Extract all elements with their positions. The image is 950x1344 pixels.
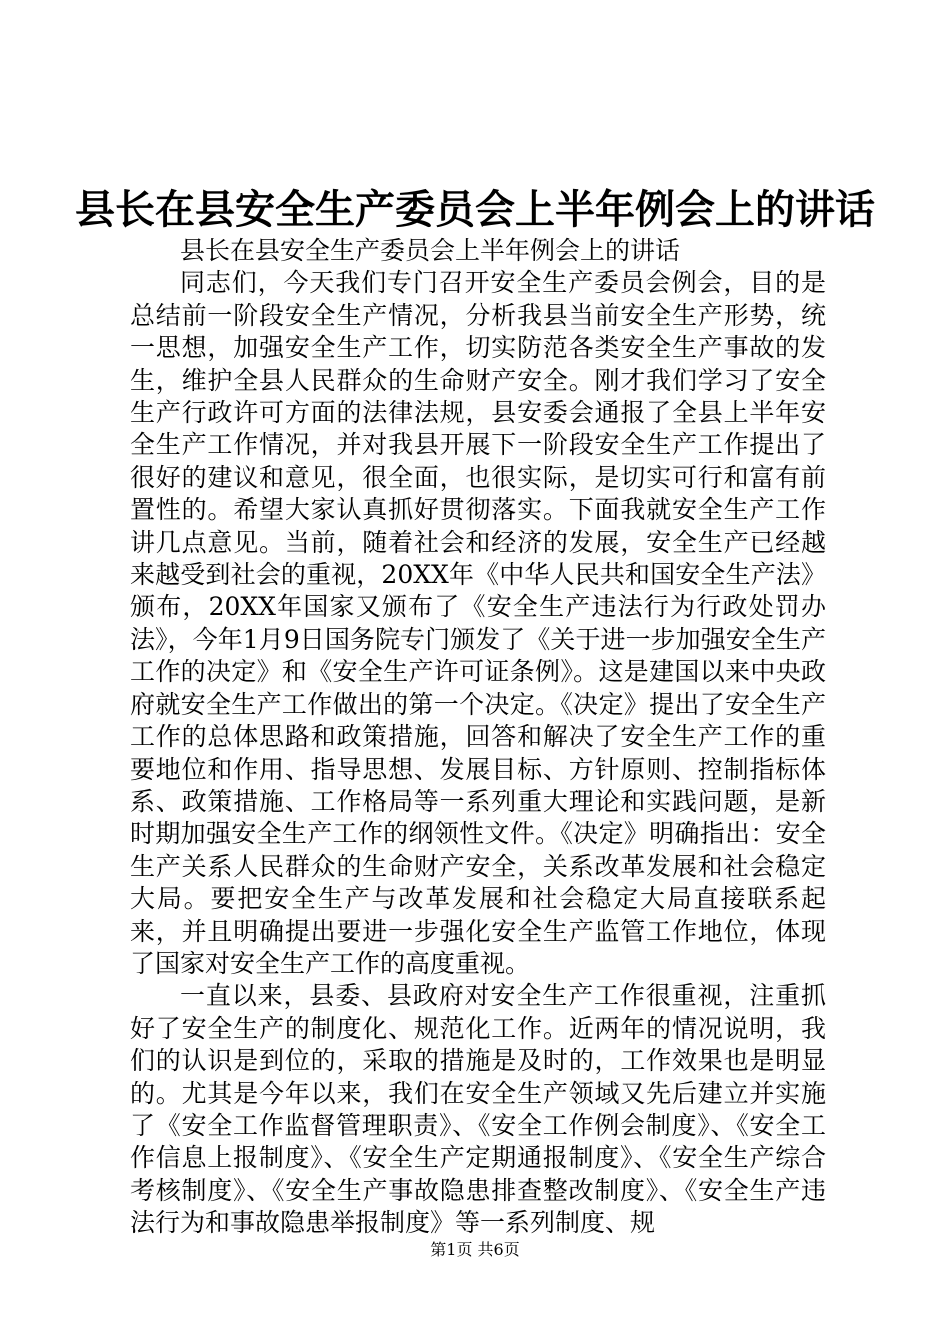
document-title: 县长在县安全生产委员会上半年例会上的讲话 xyxy=(75,186,875,233)
paragraph-subtitle: 县长在县安全生产委员会上半年例会上的讲话 xyxy=(180,236,681,265)
page-footer: 第1页 共6页 xyxy=(430,1240,520,1259)
document-body xyxy=(130,235,826,1240)
paragraph: 同志们，今天我们专门召开安全生产委员会例会，目的是总结前一阶段安全生产情况，分析我县当前安全生产形势，统一思想，加强安全生产工作，切实防范各类安全生产事故的发生，维护全县人民群众的生命财产安全。刚才我们学习了安全生产行政许可方面的法律法规，县安委会通报了全县上半年安全生产工作情况，并对我县开展下一阶段安全生产工作提出了很好的建议和意见，很全面，也很实际，是切实可行和富有前置性的。希望大家认真抓好贯彻落实。下面我就安全生产工作讲几点意见。当前，随着社会和经济的发展，安全生产已经越来越受到社会的重视，20XX年《中华人民共和国安全生产法》颁布，20XX年国家又颁布了《安全生产违法行为行政处罚办法》，今年1月9日国务院专门颁发了《关于进一步加强安全生产工作的决定》和《安全生产许可证条例》。这是建国以来中央政府就安全生产工作做出的第一个决定。《决定》提出了安全生产工作的总体思路和政策措施，回答和解决了安全生产工作的重要地位和作用、指导思想、发展目标、方针原则、控制指标体系、政策措施、工作格局等一系列重大理论和实践问题，是新时期加强安全生产工作的纲领性文件。《决定》明确指出：安全生产关系人民群众的生命财产安全，关系改革发展和社会稳定大局。要把安全生产与改革发展和社会稳定大局直接联系起来，并且明确提出要进一步强化安全生产监管工作地位，体现了国家对安全生产工作的高度重视。 xyxy=(130,268,826,978)
paragraph: 一直以来，县委、县政府对安全生产工作很重视，注重抓好了安全生产的制度化、规范化工作。近两年的情况说明，我们的认识是到位的，采取的措施是及时的，工作效果也是明显的。尤其是今年以来，我们在安全生产领域又先后建立并实施了《安全工作监督管理职责》、《安全工作例会制度》、《安全工作信息上报制度》、《安全生产定期通报制度》、《安全生产综合考核制度》、《安全生产事故隐患排查整改制度》、《安全生产违法行为和事故隐患举报制度》等一系列制度、规 xyxy=(130,981,826,1238)
